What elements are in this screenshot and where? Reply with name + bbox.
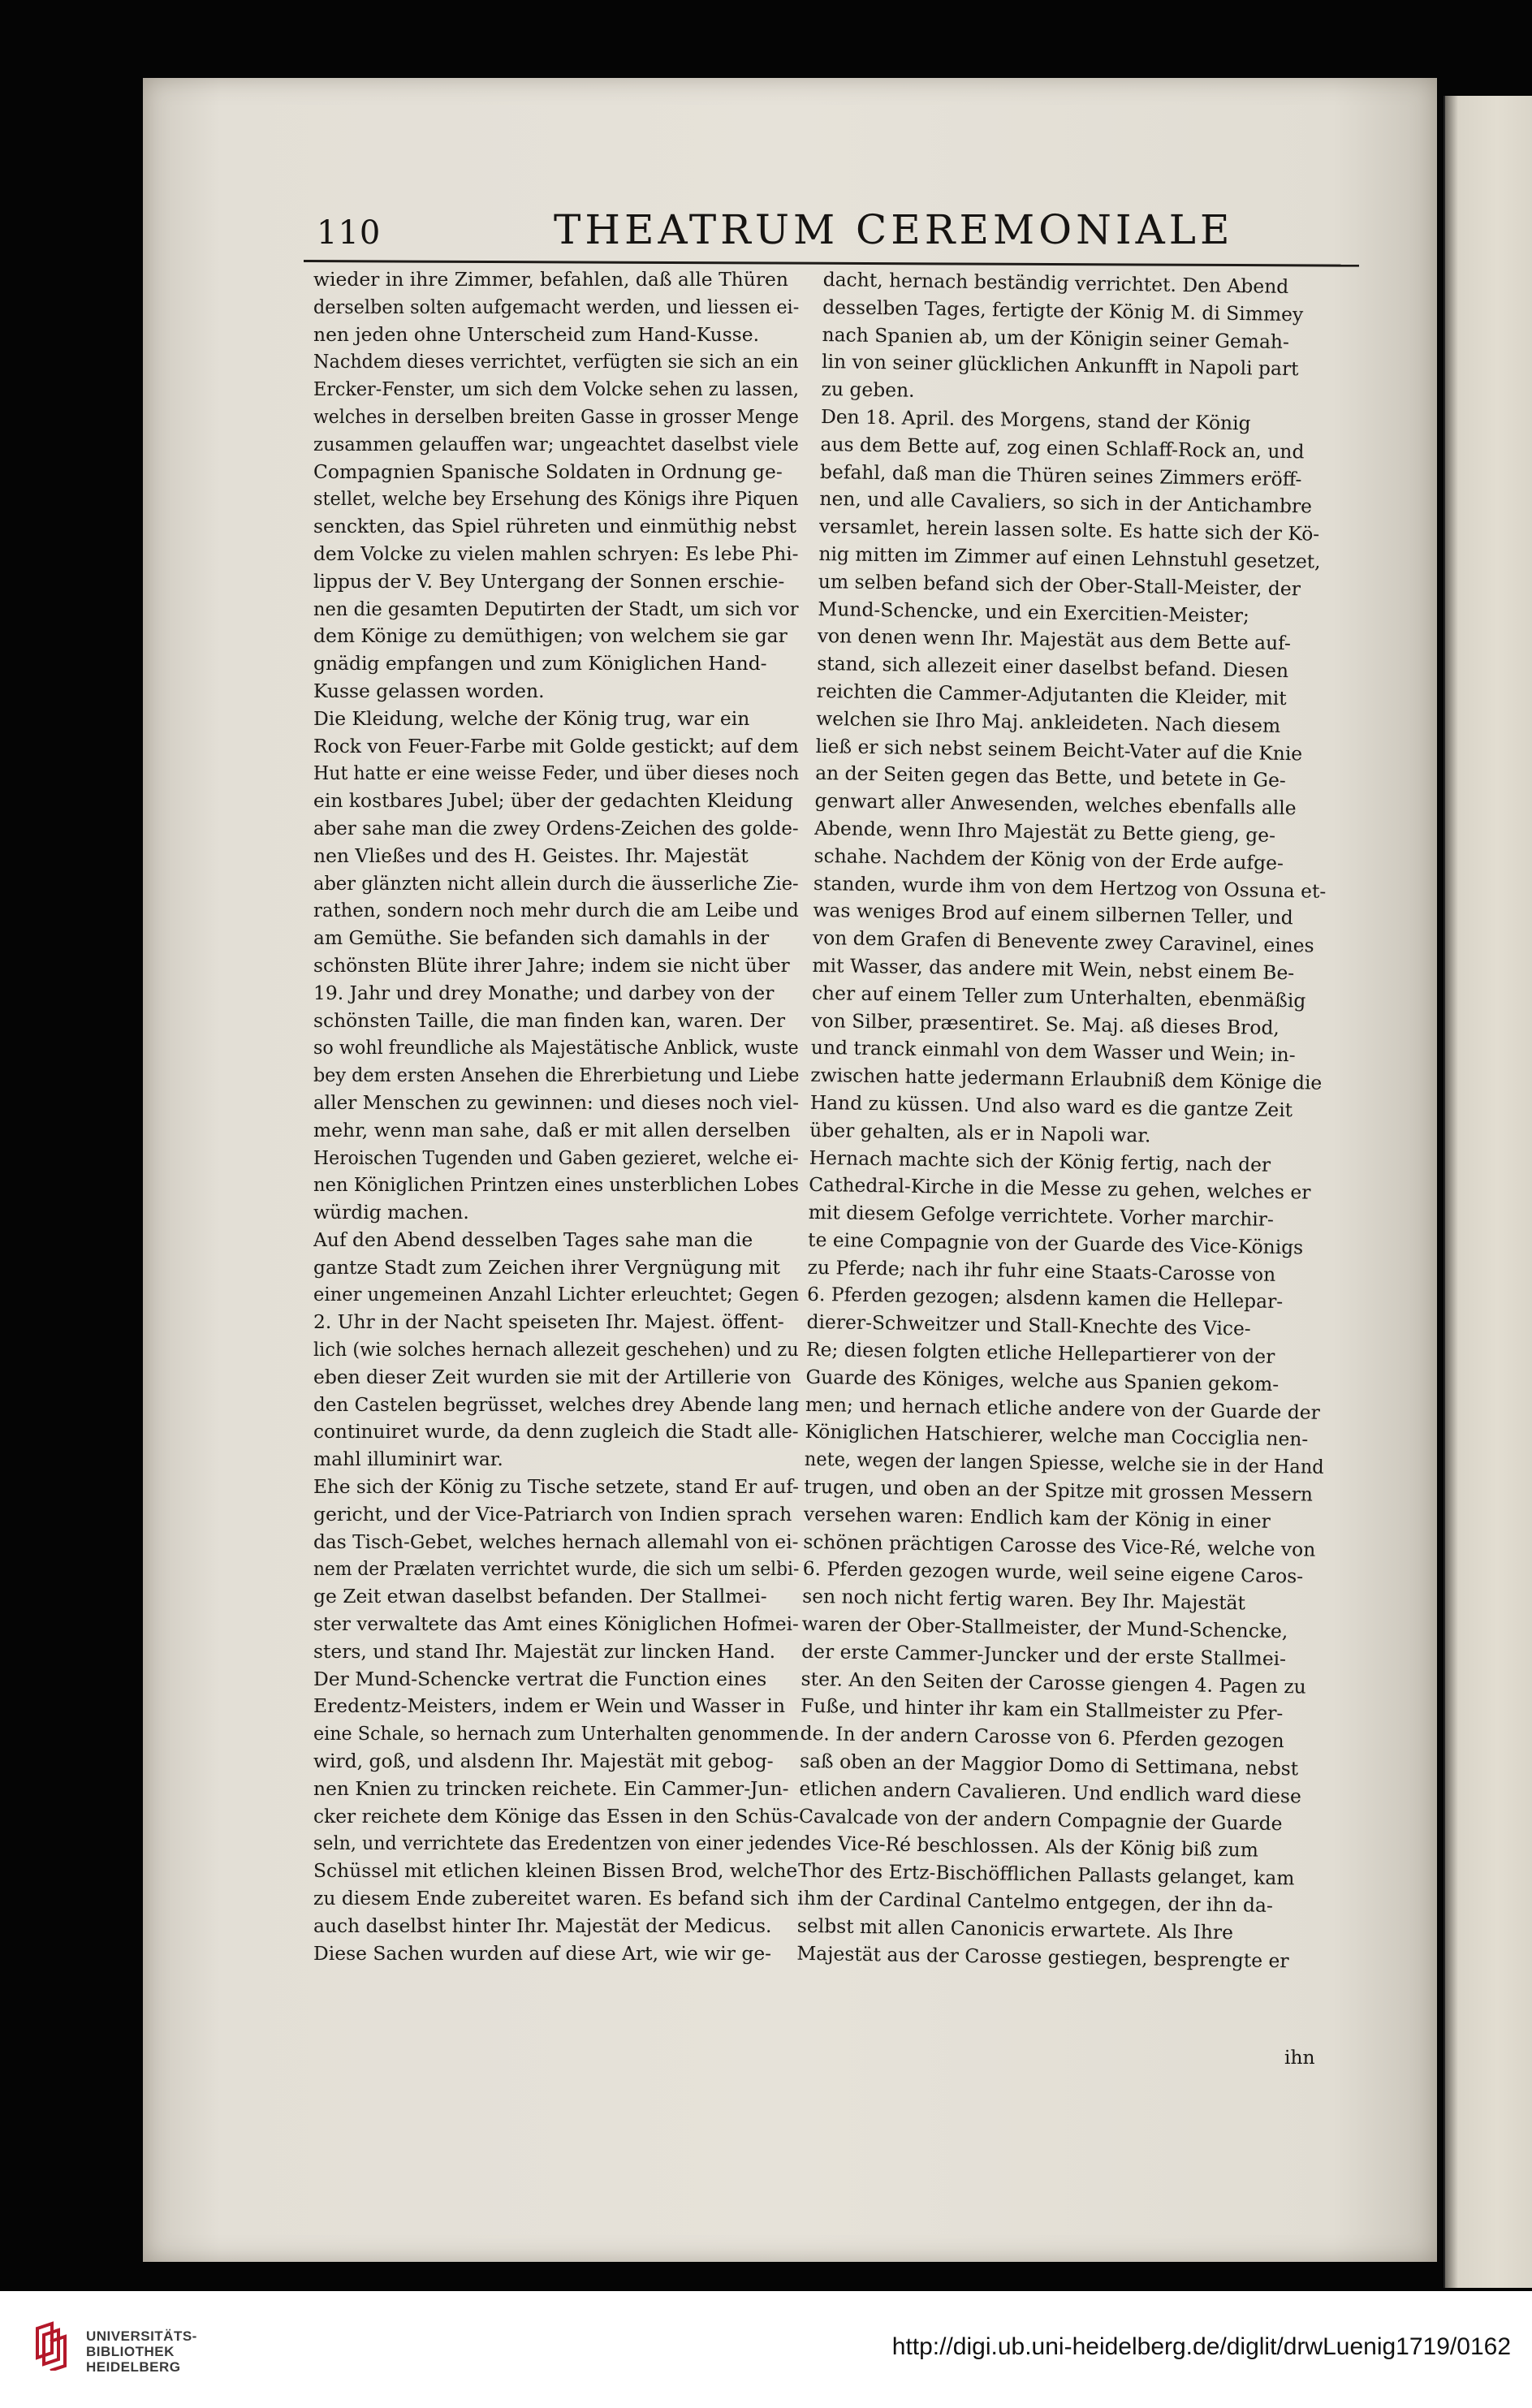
text-line: Ehe sich der König zu Tische setzete, stand Er auf-	[313, 1475, 799, 1499]
text-line: Guarde des Königes, welche aus Spanien gekom-	[805, 1365, 1280, 1396]
text-line: te eine Compagnie von der Guarde des Vice-Königs	[807, 1228, 1304, 1259]
text-line: nen jeden ohne Unterscheid zum Hand-Kusse.	[313, 322, 760, 346]
text-line: einer ungemeinen Anzahl Lichter erleuchtet; Gegen	[313, 1283, 799, 1306]
text-line: de. In der andern Carosse von 6. Pferden gezogen	[800, 1722, 1284, 1753]
text-line: ihm der Cardinal Cantelmo entgegen, der ihn da-	[797, 1886, 1274, 1917]
text-line: zu geben.	[821, 378, 915, 402]
heidelberg-library-logo-icon[interactable]	[32, 2320, 70, 2371]
text-line: ge Zeit etwan daselbst befanden. Der Stallmei-	[313, 1585, 767, 1608]
text-line: zwischen hatte jedermann Erlaubniß dem Könige die	[810, 1063, 1323, 1094]
text-line: des Vice-Ré beschlossen. Als der König biß zum	[798, 1832, 1259, 1862]
text-line: bey dem ersten Ansehen die Ehrerbietung und Liebe	[313, 1064, 800, 1087]
text-line: lin von seiner glücklichen Ankunfft in Napoli part	[821, 350, 1299, 381]
text-line: 19. Jahr und drey Monathe; und darbey von der	[313, 981, 775, 1004]
text-line: von denen wenn Ihr. Majestät aus dem Bette auf-	[817, 624, 1292, 655]
text-line: schönsten Taille, die man finden kan, waren. Der	[313, 1008, 786, 1032]
text-line: lippus der V. Bey Untergang der Sonnen erschie-	[313, 569, 785, 593]
text-line: gnädig empfangen und zum Königlichen Hand-	[313, 652, 767, 675]
text-line: den Castelen begrüsset, welches drey Abende lang	[313, 1392, 800, 1416]
text-line: aus dem Bette auf, zog einen Schlaff-Rock an, und	[820, 432, 1305, 464]
text-line: cher auf einem Teller zum Unterhalten, ebenmäßig	[811, 981, 1306, 1012]
text-line: Die Kleidung, welche der König trug, war ein	[313, 706, 750, 730]
text-line: seln, und verrichtete das Eredentzen von einer jeden	[313, 1832, 799, 1855]
text-line: selbst mit allen Canonicis erwartete. Als Ihre	[796, 1914, 1234, 1944]
text-line: 6. Pferden gezogen wurde, weil seine eigene Caros-	[802, 1557, 1304, 1588]
text-line: von Silber, præsentiret. Se. Maj. aß dieses Brod,	[811, 1008, 1280, 1039]
library-name	[86, 2328, 197, 2375]
library-name-line: UNIVERSITÄTS-	[86, 2328, 197, 2344]
text-line: Rock von Feuer-Farbe mit Golde gestickt; auf dem	[313, 734, 799, 757]
source-url-link[interactable]: http://digi.ub.uni-heidelberg.de/diglit/drwLuenig1719/0162	[891, 2333, 1511, 2360]
text-line: nig mitten im Zimmer auf einen Lehnstuhl gesetzet,	[818, 542, 1321, 573]
facing-page-edge	[1444, 96, 1532, 2288]
text-line: eine Schale, so hernach zum Unterhalten genommen	[313, 1722, 799, 1746]
text-line: würdig machen.	[313, 1201, 469, 1224]
text-line: Compagnien Spanische Soldaten in Ordnung ge-	[313, 460, 783, 483]
text-line: Den 18. April. des Morgens, stand der König	[820, 404, 1251, 435]
text-line: stellet, welche bey Ersehung des Königs ihre Piquen	[313, 487, 799, 511]
text-line: aber sahe man die zwey Ordens-Zeichen des golde-	[313, 816, 799, 839]
text-line: Hand zu küssen. Und also ward es die gantze Zeit	[809, 1090, 1293, 1122]
text-line: Re; diesen folgten etliche Hellepartierer von der	[805, 1337, 1275, 1368]
text-line: ster. An den Seiten der Carosse giengen 4. Pagen zu	[801, 1667, 1306, 1698]
text-line: Fuße, und hinter ihr kam ein Stallmeister zu Pfer-	[800, 1694, 1284, 1725]
text-line: Hernach machte sich der König fertig, nach der	[809, 1146, 1271, 1176]
text-line: nen Königlichen Printzen eines unsterblichen Lobes	[313, 1173, 799, 1197]
text-line: 2. Uhr in der Nacht speiseten Ihr. Majest. öffent-	[313, 1310, 784, 1334]
text-line: mit diesem Gefolge verrichtete. Vorher marchir-	[808, 1200, 1275, 1231]
text-line: aller Menschen zu gewinnen: und dieses noch viel-	[313, 1090, 800, 1114]
page-number: 110	[317, 214, 382, 252]
text-line: zu diesem Ende zubereitet waren. Es befand sich	[313, 1887, 789, 1910]
text-line: wieder in ihre Zimmer, befahlen, daß alle Thüren	[313, 268, 788, 291]
text-line: an der Seiten gegen das Bette, und betete in Ge-	[814, 762, 1287, 792]
text-line: das Tisch-Gebet, welches hernach allemahl von ei-	[313, 1530, 799, 1553]
text-line: Kusse gelassen worden.	[313, 679, 545, 702]
text-line: sen noch nicht fertig waren. Bey Ihr. Majestät	[802, 1585, 1246, 1615]
text-line: Cavalcade von der andern Compagnie der Guarde	[798, 1804, 1283, 1835]
text-line: so wohl freundliche als Majestätische Anblick, wuste	[313, 1036, 799, 1059]
text-line: Abende, wenn Ihro Majestät zu Bette gieng, ge-	[813, 816, 1276, 847]
text-line: cker reichete dem Könige das Essen in den Schüs-	[313, 1804, 800, 1828]
text-line: und tranck einmahl von dem Wasser und Wein; in-	[810, 1036, 1296, 1067]
text-line: nen die gesamten Deputirten der Stadt, um sich vor	[313, 597, 799, 620]
text-line: wird, goß, und alsdenn Ihr. Majestät mit gebog-	[313, 1750, 774, 1773]
text-line: was weniges Brod auf einem silbernen Teller, und	[813, 899, 1293, 930]
text-line: dacht, hernach beständig verrichtet. Den Abend	[822, 267, 1289, 299]
running-title: THEATRUM CEREMONIALE	[554, 206, 1234, 253]
text-line: zu Pferde; nach ihr fuhr eine Staats-Carosse von	[807, 1255, 1276, 1286]
text-line: zusammen gelauffen war; ungeachtet daselbst viele	[313, 432, 799, 455]
text-line: befahl, daß man die Thüren seines Zimmers eröff-	[819, 460, 1302, 490]
right-text-column	[796, 266, 1343, 1975]
text-line: auch daselbst hinter Ihr. Majestät der Medicus.	[313, 1914, 772, 1937]
text-line: dem Könige zu demüthigen; von welchem sie gar	[313, 624, 788, 648]
text-line: schönen prächtigen Carosse des Vice-Ré, welche von	[803, 1530, 1316, 1561]
text-line: am Gemüthe. Sie befanden sich damahls in der	[313, 926, 770, 950]
text-line: nem der Prælaten verrichtet wurde, die sich um selbi-	[313, 1557, 800, 1581]
text-line: reichten die Cammer-Adjutanten die Kleider, mit	[816, 679, 1287, 710]
text-line: Schüssel mit etlichen kleinen Bissen Brod, welche	[313, 1859, 798, 1883]
text-line: um selben befand sich der Ober-Stall-Meister, der	[818, 569, 1301, 601]
text-line: Ercker-Fenster, um sich dem Volcke sehen zu lassen,	[313, 378, 799, 401]
text-line: über gehalten, als er in Napoli war.	[809, 1118, 1151, 1147]
text-line: versehen waren: Endlich kam der König in einer	[803, 1502, 1271, 1533]
text-line: genwart aller Anwesenden, welches ebenfalls alle	[814, 789, 1297, 820]
text-line: Königlichen Hatschierer, welche man Cocciglia nen-	[805, 1420, 1309, 1452]
text-line: continuiret wurde, da denn zugleich die Stadt alle-	[313, 1420, 799, 1444]
library-name-line: BIBLIOTHEK	[86, 2344, 175, 2359]
text-line: dem Volcke zu vielen mahlen schryen: Es lebe Phi-	[313, 542, 799, 565]
text-line: desselben Tages, fertigte der König M. di Simmey	[822, 295, 1304, 326]
text-line: nen Vließes und des H. Geistes. Ihr. Majestät	[313, 844, 749, 867]
text-line: der erste Cammer-Juncker und der erste Stallmei-	[801, 1639, 1287, 1671]
text-line: 6. Pferden gezogen; alsdenn kamen die Hellepar-	[806, 1283, 1284, 1314]
text-line: mit Wasser, das andere mit Wein, nebst einem Be-	[812, 953, 1295, 985]
text-line: Thor des Ertz-Bischöfflichen Pallasts gelanget, kam	[797, 1858, 1295, 1890]
library-name-line: HEIDELBERG	[86, 2359, 181, 2375]
text-line: nen, und alle Cavaliers, so sich in der Antichambre	[819, 487, 1313, 518]
text-line: welches in derselben breiten Gasse in grosser Menge	[313, 404, 799, 428]
text-line: Hut hatte er eine weisse Feder, und über dieses noch	[313, 762, 800, 785]
text-line: ster verwaltete das Amt eines Königlichen Hofmei-	[313, 1612, 799, 1636]
text-line: von dem Grafen di Benevente zwey Caravinel, eines	[812, 926, 1314, 957]
text-line: rathen, sondern noch mehr durch die am Leibe und	[313, 899, 799, 922]
text-line: eben dieser Zeit wurden sie mit der Artillerie von	[313, 1365, 792, 1388]
text-line: Diese Sachen wurden auf diese Art, wie wir ge-	[313, 1941, 772, 1965]
text-line: aber glänzten nicht allein durch die äusserliche Zie-	[313, 871, 799, 895]
text-line: senckten, das Spiel rühreten und einmüthig nebst	[313, 515, 796, 538]
text-line: saß oben an der Maggior Domo di Settimana, nebst	[799, 1749, 1299, 1780]
text-line: stand, sich allezeit einer daselbst befand. Diesen	[817, 652, 1289, 683]
text-line: ein kostbares Jubel; über der gedachten Kleidung	[313, 789, 793, 813]
text-line: gericht, und der Vice-Patriarch von Indien sprach	[313, 1502, 792, 1525]
text-line: nete, wegen der langen Spiesse, welche sie in der Hand	[804, 1448, 1324, 1479]
left-text-column	[313, 266, 799, 1967]
viewer-footer	[0, 2291, 1532, 2408]
text-line: schahe. Nachdem der König von der Erde aufge-	[813, 844, 1284, 874]
text-line: ließ er sich nebst seinem Beicht-Vater auf die Knie	[815, 734, 1303, 765]
text-line: gantze Stadt zum Zeichen ihrer Vergnügung mit	[313, 1255, 780, 1279]
catchword: ihn	[1284, 2046, 1315, 2069]
page-header	[304, 203, 1359, 260]
text-line: mahl illuminirt war.	[313, 1448, 503, 1471]
text-line: Mund-Schencke, und ein Exercitien-Meister;	[818, 597, 1250, 627]
text-line: mehr, wenn man sahe, daß er mit allen derselben	[313, 1118, 791, 1141]
text-line: dierer-Schweitzer und Stall-Knechte des Vice-	[806, 1310, 1251, 1340]
text-line: lich (wie solches hernach allezeit geschehen) und zu	[313, 1338, 799, 1362]
text-line: Der Mund-Schencke vertrat die Function eines	[313, 1667, 767, 1690]
text-line: Eredentz-Meisters, indem er Wein und Wasser in	[313, 1694, 786, 1718]
text-line: Auf den Abend desselben Tages sahe man die	[313, 1228, 753, 1251]
text-line: waren der Ober-Stallmeister, der Mund-Schencke,	[801, 1612, 1288, 1643]
text-line: Cathedral-Kirche in die Messe zu gehen, welches er	[809, 1173, 1311, 1204]
text-line: derselben solten aufgemacht werden, und liessen ei-	[313, 295, 800, 318]
text-line: etlichen andern Cavalieren. Und endlich ward diese	[799, 1776, 1302, 1808]
text-line: nach Spanien ab, um der Königin seiner Gemah-	[822, 322, 1290, 353]
text-line: versamlet, herein lassen solte. Es hatte sich der Kö-	[818, 515, 1320, 546]
text-line: Majestät aus der Carosse gestiegen, besprengte er	[796, 1941, 1289, 1972]
text-line: standen, wurde ihm von dem Hertzog von Ossuna et-	[813, 871, 1327, 903]
text-line: trugen, und oben an der Spitze mit grossen Messern	[804, 1474, 1314, 1506]
text-line: welchen sie Ihro Maj. ankleideten. Nach diesem	[816, 706, 1281, 737]
text-line: sters, und stand Ihr. Majestät zur lincken Hand.	[313, 1639, 776, 1663]
text-line: men; und hernach etliche andere von der Guarde der	[805, 1392, 1321, 1424]
text-line: nen Knien zu trincken reichete. Ein Cammer-Jun-	[313, 1776, 789, 1800]
text-line: Heroischen Tugenden und Gaben gezieret, welche ei-	[313, 1146, 799, 1169]
text-line: Nachdem dieses verrichtet, verfügten sie sich an ein	[313, 350, 799, 373]
text-line: schönsten Blüte ihrer Jahre; indem sie nicht über	[313, 953, 790, 977]
